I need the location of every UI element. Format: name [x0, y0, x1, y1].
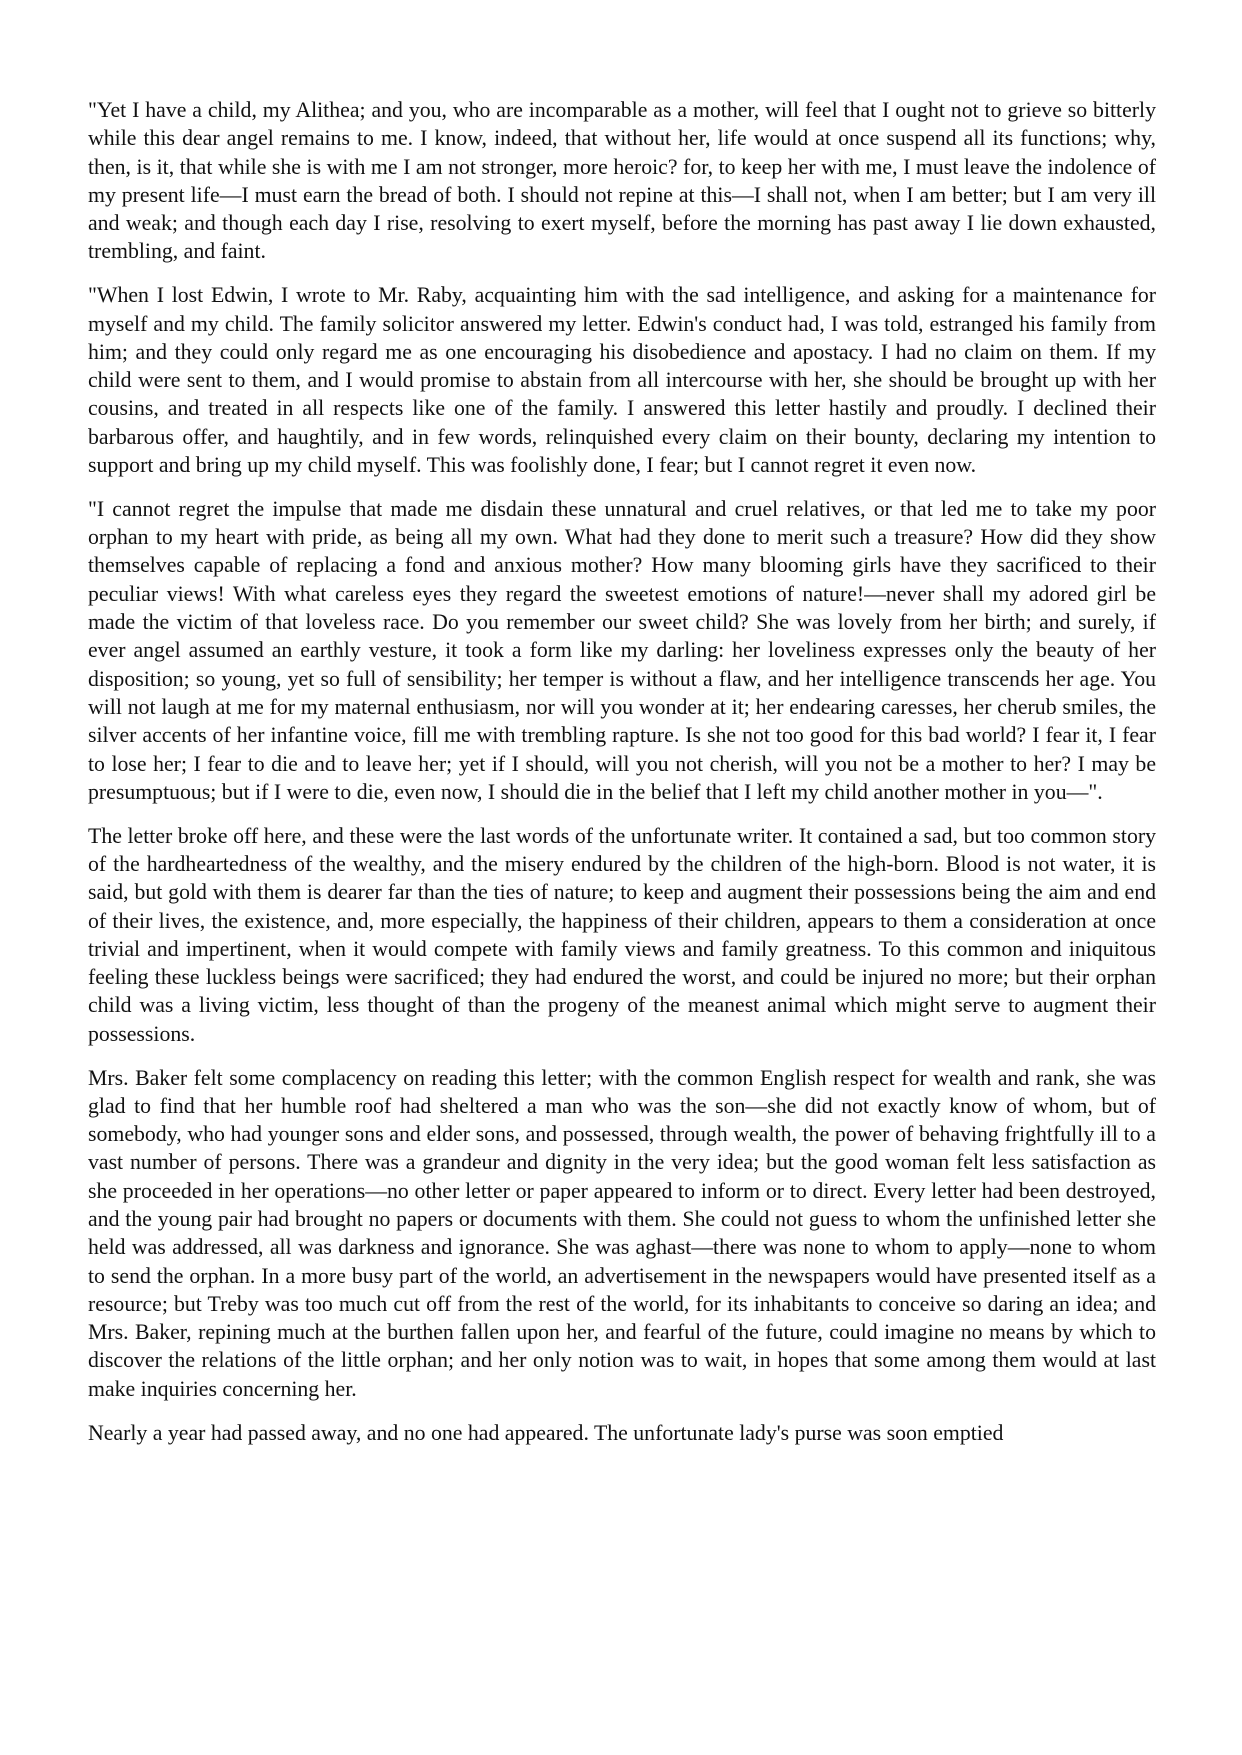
paragraph-3: "I cannot regret the impulse that made me disdain these unnatural and cruel relatives, or that led me to take my poor orphan to my heart with pride, as being all my own. What had they done to merit such a treasure? How did they show themselves capable of replacing a fond and anxious mother? How many blooming girls have they sacrificed to their peculiar views! With what careless eyes they regard the sweetest emotions of nature!—never shall my adored girl be made the victim of that loveless race. Do you remember our sweet child? She was lovely from her birth; and surely, if ever angel assumed an earthly vesture, it took a form like my darling: her loveliness expresses only the beauty of her disposition; so young, yet so full of sensibility; her temper is without a flaw, and her intelligence transcends her age. You will not laugh at me for my maternal enthusiasm, nor will you wonder at it; her endearing caresses, her cherub smiles, the silver accents of her infantine voice, fill me with trembling rapture. Is she not too good for this bad world? I fear it, I fear to lose her; I fear to die and to leave her; yet if I should, will you not cherish, will you not be a mother to her? I may be presumptuous; but if I were to die, even now, I should die in the belief that I left my child another mother in you—". [88, 496, 1156, 804]
paragraph-4: The letter broke off here, and these were the last words of the unfortunate writer. It contained a sad, but too common story of the hardheartedness of the wealthy, and the misery endured by the children of the high-born. Blood is not water, it is said, but gold with them is dearer far than the ties of nature; to keep and augment their possessions being the aim and end of their lives, the existence, and, more especially, the happiness of their children, appears to them a consideration at once trivial and impertinent, when it would compete with family views and family greatness. To this common and iniquitous feeling these luckless beings were sacrificed; they had endured the worst, and could be injured no more; but their orphan child was a living victim, less thought of than the progeny of the meanest animal which might serve to augment their possessions. [88, 823, 1156, 1046]
paragraph-2: "When I lost Edwin, I wrote to Mr. Raby, acquainting him with the sad intelligence, and asking for a maintenance for myself and my child. The family solicitor answered my letter. Edwin's conduct had, I was told, estranged his family from him; and they could only regard me as one encouraging his disobedience and apostacy. I had no claim on them. If my child were sent to them, and I would promise to abstain from all intercourse with her, she should be brought up with her cousins, and treated in all respects like one of the family. I answered this letter hastily and proudly. I declined their barbarous offer, and haughtily, and in few words, relinquished every claim on their bounty, declaring my intention to support and bring up my child myself. This was foolishly done, I fear; but I cannot regret it even now. [88, 283, 1156, 478]
paragraph-5: Mrs. Baker felt some complacency on reading this letter; with the common English respect for wealth and rank, she was glad to find that her humble roof had sheltered a man who was the son—she did not exactly know of whom, but of somebody, who had younger sons and elder sons, and possessed, through wealth, the power of behaving frightfully ill to a vast number of persons. There was a grandeur and dignity in the very idea; but the good woman felt less satisfaction as she proceeded in her operations—no other letter or paper appeared to inform or to direct. Every letter had been destroyed, and the young pair had brought no papers or documents with them. She could not guess to whom the unfinished letter she held was addressed, all was darkness and ignorance. She was aghast—there was none to whom to apply—none to whom to send the orphan. In a more busy part of the world, an advertisement in the newspapers would have presented itself as a resource; but Treby was too much cut off from the rest of the world, for its inhabitants to conceive so daring an idea; and Mrs. Baker, repining much at the burthen fallen upon her, and fearful of the future, could imagine no means by which to discover the relations of the little orphan; and her only notion was to wait, in hopes that some among them would at last make inquiries concerning her. [88, 1065, 1156, 1401]
paragraph-1: "Yet I have a child, my Alithea; and you, who are incomparable as a mother, will feel that I ought not to grieve so bitterly while this dear angel remains to me. I know, indeed, that without her, life would at once suspend all its functions; why, then, is it, that while she is with me I am not stronger, more heroic? for, to keep her with me, I must leave the indolence of my present life—I must earn the bread of both. I should not repine at this—I shall not, when I am better; but I am very ill and weak; and though each day I rise, resolving to exert myself, before the morning has past away I lie down exhausted, trembling, and faint. [88, 98, 1156, 264]
paragraph-6: Nearly a year had passed away, and no one had appeared. The unfortunate lady's purse was soon emptied [88, 1420, 1004, 1445]
document-page [88, 96, 1156, 1447]
